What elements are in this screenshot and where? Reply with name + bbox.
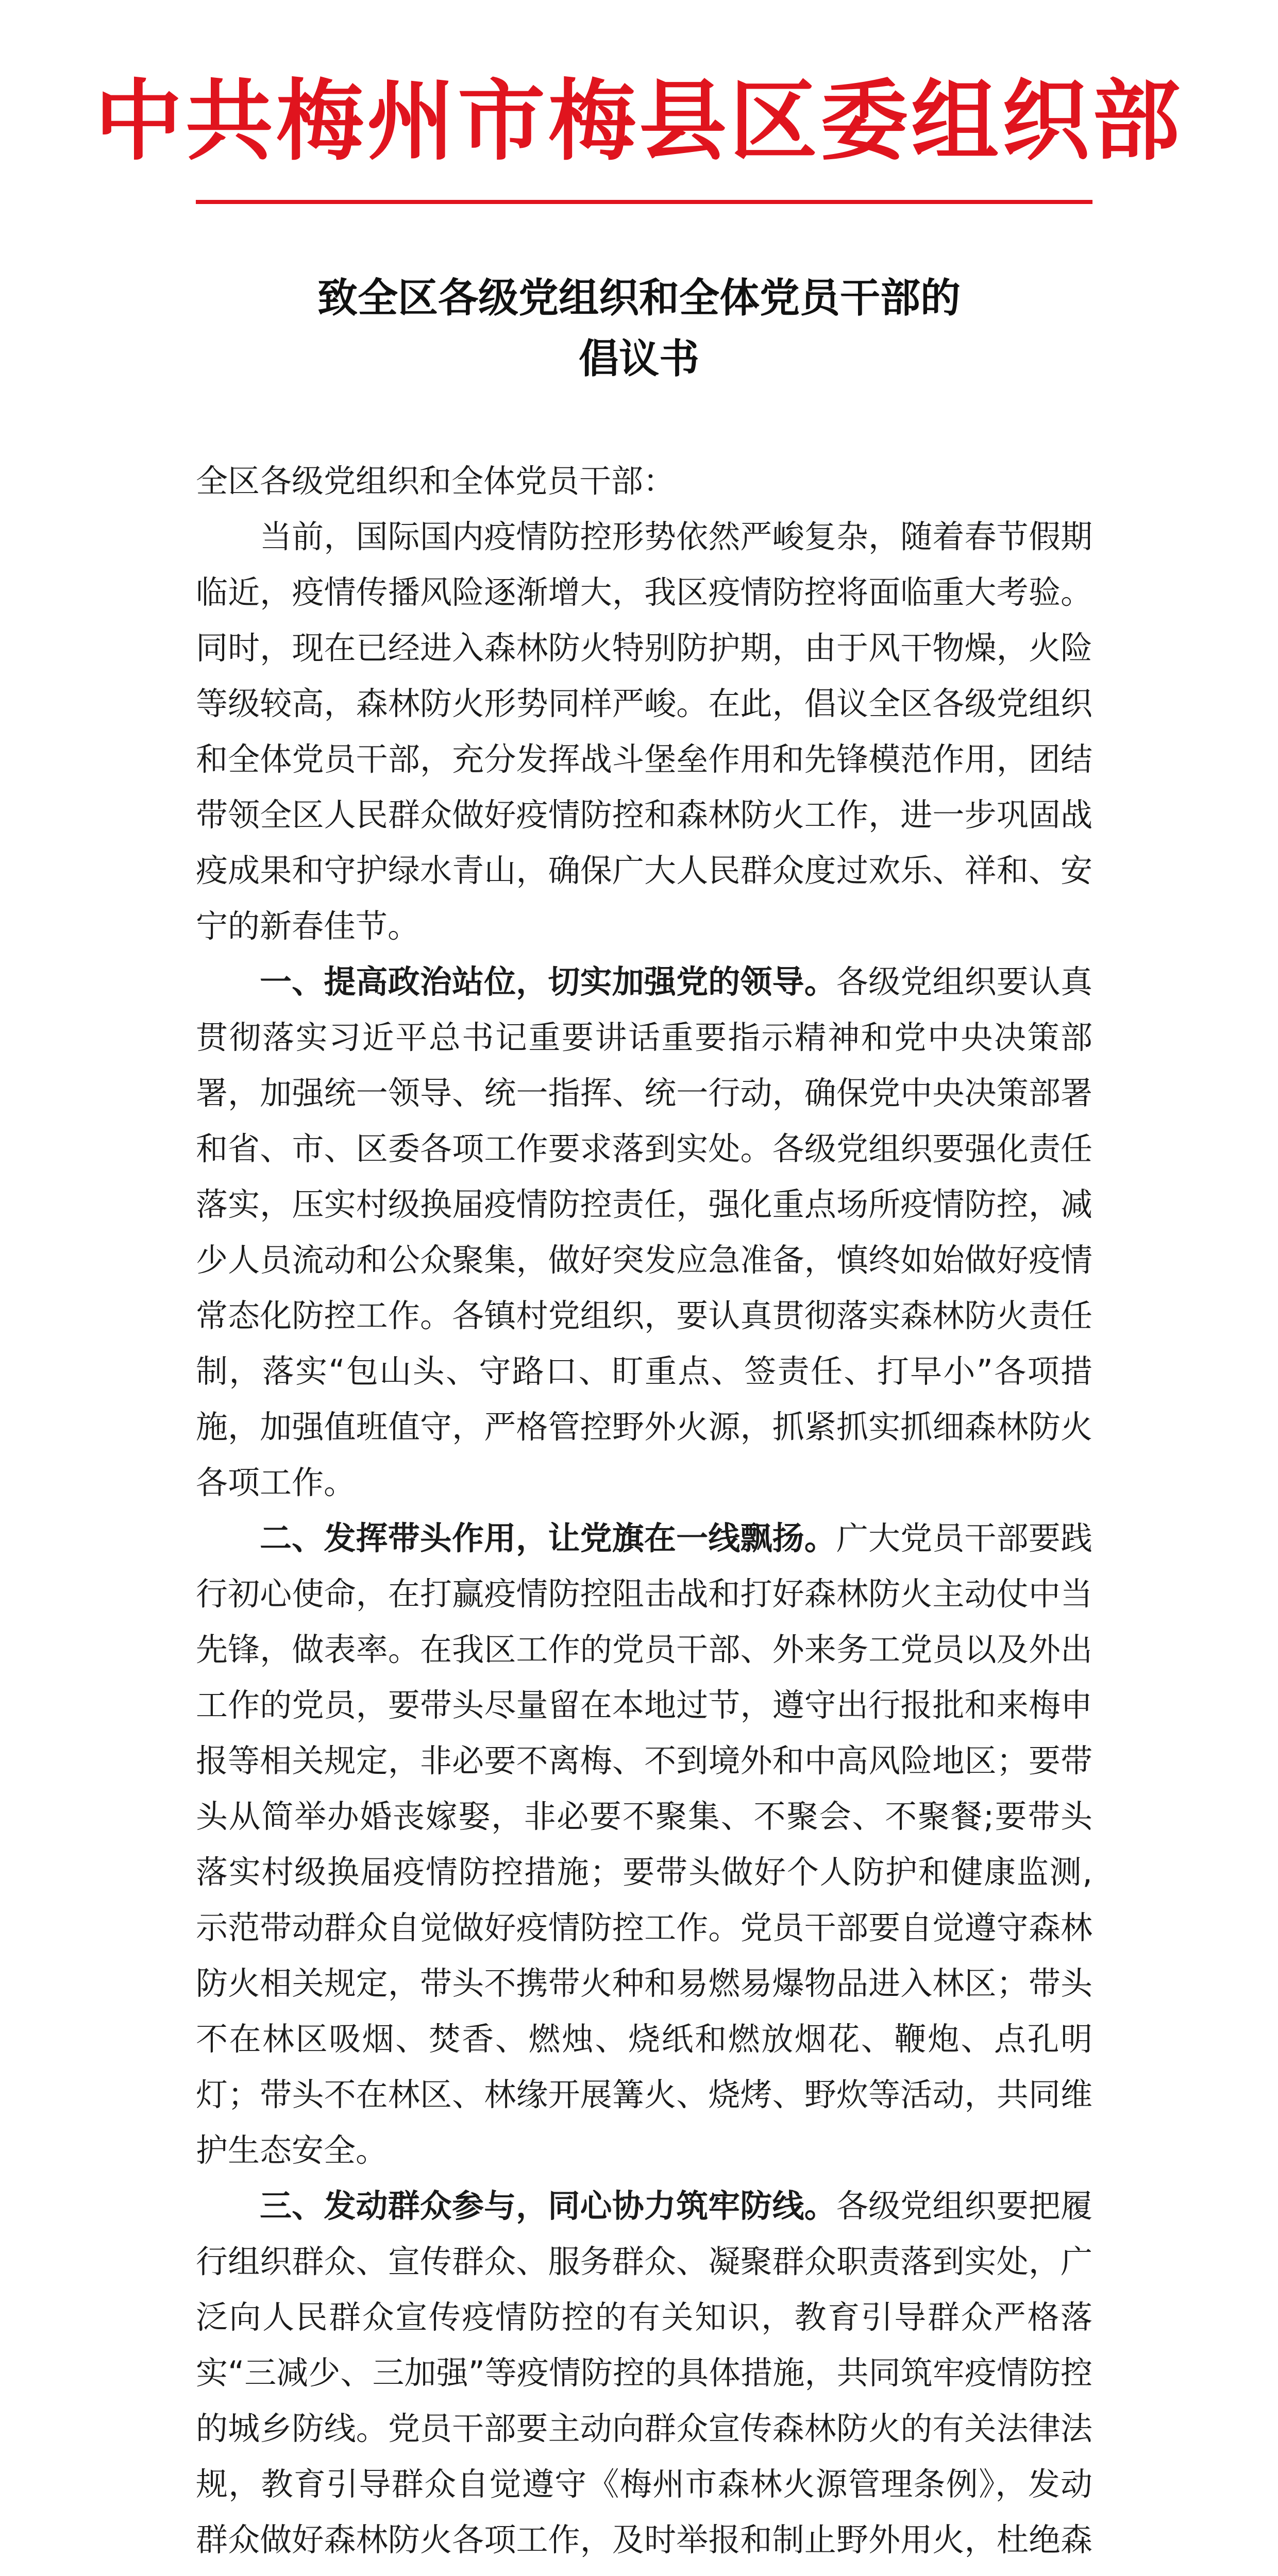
section-lead-3: 三、发动群众参与，同心协力筑牢防线。: [260, 2187, 836, 2225]
letterhead-red-rule: [196, 200, 1092, 204]
section-text-2: 广大党员干部要践行初心使命，在打赢疫情防控阻击战和打好森林防火主动仗中当先锋，做表率。在我区工作的党员干部、外来务工党员以及外出工作的党员，要带头尽量留在本地过节，遵守出行报批和来梅申报等相关规定，非必要不离梅、不到境外和中高风险地区；要带头从简举办婚丧嫁娶，非必要不聚集、不聚会、不聚餐;要带头落实村级换届疫情防控措施；要带头做好个人防护和健康监测,示范带动群众自觉做好疫情防控工作。党员干部要自觉遵守森林防火相关规定，带头不携带火种和易燃易爆物品进入林区；带头不在林区吸烟、焚香、燃烛、烧纸和燃放烟花、鞭炮、点孔明灯；带头不在林区、林缘开展篝火、烧烤、野炊等活动，共同维护生态安全。: [196, 1519, 1092, 2169]
section-lead-2: 二、发挥带头作用，让党旗在一线飘扬。: [260, 1519, 836, 1557]
letterhead-title: 中共梅州市梅县区委组织部: [94, 70, 1183, 173]
salutation: 全区各级党组织和全体党员干部：: [196, 462, 676, 500]
document-title-line1: 致全区各级党组织和全体党员干部的: [317, 275, 961, 321]
section-text-1: 各级党组织要认真贯彻落实习近平总书记重要讲话重要指示精神和党中央决策部署，加强统一领导、统一指挥、统一行动，确保党中央决策部署和省、市、区委各项工作要求落到实处。各级党组织要强化责任落实，压实村级换届疫情防控责任，强化重点场所疫情防控，减少人员流动和公众聚集，做好突发应急准备，慎终如始做好疫情常态化防控工作。各镇村党组织，要认真贯彻落实森林防火责任制，落实“包山头、守路口、盯重点、签责任、打早小”各项措施，加强值班值守，严格管控野外火源，抓紧抓实抓细森林防火各项工作。: [196, 963, 1092, 1501]
document-title-line2: 倡议书: [578, 335, 699, 382]
intro-paragraph: 当前，国际国内疫情防控形势依然严峻复杂，随着春节假期临近，疫情传播风险逐渐增大，我区疫情防控将面临重大考验。同时，现在已经进入森林防火特别防护期，由于风干物燥，火险等级较高，森林防火形势同样严峻。在此，倡议全区各级党组织和全体党员干部，充分发挥战斗堡垒作用和先锋模范作用，团结带领全区人民群众做好疫情防控和森林防火工作，进一步巩固战疫成果和守护绿水青山，确保广大人民群众度过欢乐、祥和、安宁的新春佳节。: [196, 518, 1092, 945]
section-paragraph-1: [196, 954, 1092, 1511]
document-title: [0, 268, 1278, 389]
section-paragraph-3: [196, 2178, 1092, 2576]
document-body: [196, 453, 1092, 2576]
section-lead-1: 一、提高政治站位，切实加强党的领导。: [260, 963, 836, 1001]
section-text-3: 各级党组织要把履行组织群众、宣传群众、服务群众、凝聚群众职责落到实处，广泛向人民群众宣传疫情防控的有关知识，教育引导群众严格落实“三减少、三加强”等疫情防控的具体措施，共同筑牢疫情防控的城乡防线。党员干部要主动向群众宣传森林防火的有关法律法规，教育引导群众自觉遵守《梅州市森林火源管理条例》，发动群众做好森林防火各项工作，及时举报和制止野外用火，杜绝森: [196, 2187, 1092, 2558]
section-paragraph-2: [196, 1511, 1092, 2178]
